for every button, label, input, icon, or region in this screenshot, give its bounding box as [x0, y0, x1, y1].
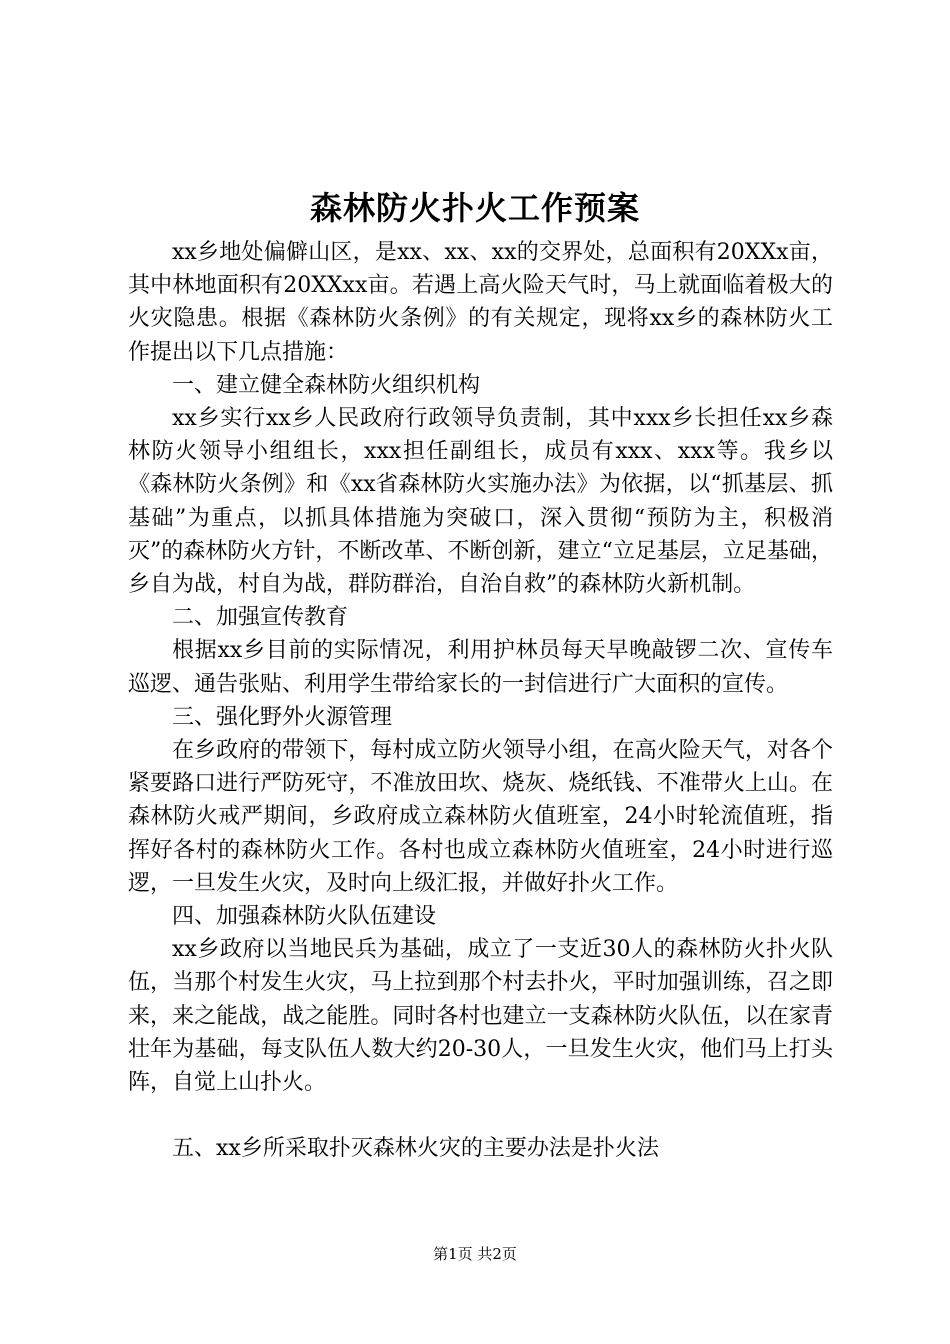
section-body-1: xx乡实行xx乡人民政府行政领导负责制，其中xxx乡长担任xx乡森林防火领导小组组长，xxx担任副组长，成员有xxx、xxx等。我乡以《森林防火条例》和《xx省森林防火实施办法》为依据，以“抓基层、抓基础”为重点，以抓具体措施为突破口，深入贯彻“预防为主，积极消灭”的森林防火方针，不断改革、不断创新，建立“立足基层，立足基础，乡自为战，村自为战，群防群治，自治自救”的森林防火新机制。: [128, 406, 833, 598]
section-body-4: xx乡政府以当地民兵为基础，成立了一支近30人的森林防火扑火队伍，当那个村发生火灾，马上拉到那个村去扑火，平时加强训练，召之即来，来之能战，战之能胜。同时各村也建立一支森林防火队伍，以在家青壮年为基础，每支队伍人数大约20-30人，一旦发生火灾，他们马上打头阵，自觉上山扑火。: [128, 937, 833, 1096]
page-number-footer: 第1页 共2页: [433, 1245, 517, 1263]
section-body-3: 在乡政府的带领下，每村成立防火领导小组，在高火险天气，对各个紧要路口进行严防死守，不准放田坎、烧灰、烧纸钱、不准带火上山。在森林防火戒严期间，乡政府成立森林防火值班室，24小时轮流值班，指挥好各村的森林防火工作。各村也成立森林防火值班室，24小时进行巡逻，一旦发生火灾，及时向上级汇报，并做好扑火工作。: [128, 738, 833, 896]
section-heading-1: 一、建立健全森林防火组织机构: [172, 372, 481, 398]
section-heading-3: 三、强化野外火源管理: [172, 704, 393, 730]
intro-paragraph: xx乡地处偏僻山区，是xx、xx、xx的交界处，总面积有20XXx亩，其中林地面积有20XXxx亩。若遇上高火险天气时，马上就面临着极大的火灾隐患。根据《森林防火条例》的有关规定，现将xx乡的森林防火工作提出以下几点措施：: [128, 240, 833, 365]
section-spacer: [128, 1099, 833, 1132]
section-heading-4: 四、加强森林防火队伍建设: [172, 904, 437, 930]
section-heading-5: 五、xx乡所采取扑灭森林火灾的主要办法是扑火法: [172, 1136, 659, 1162]
document-title: 森林防火扑火工作预案: [309, 189, 640, 227]
section-body-2: 根据xx乡目前的实际情况，利用护林员每天早晚敲锣二次、宣传车巡逻、通告张贴、利用学生带给家长的一封信进行广大面积的宣传。: [128, 638, 833, 697]
document-body: [128, 236, 833, 1165]
section-heading-2: 二、加强宣传教育: [172, 605, 349, 631]
